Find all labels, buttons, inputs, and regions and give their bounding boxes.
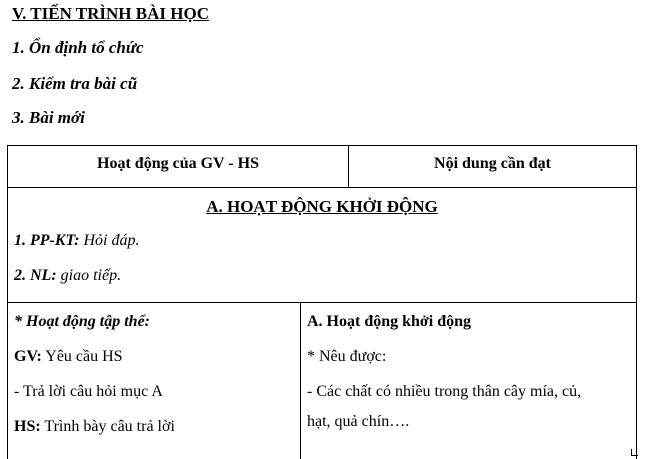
gv-label: GV: (14, 348, 42, 365)
hs-line (14, 418, 175, 436)
method-label: 1. PP-KT: (14, 232, 80, 249)
skill-line (14, 267, 121, 285)
step-3: 3. Bài mới (12, 108, 85, 127)
answer-line: - Trả lời câu hỏi mục A (14, 383, 163, 400)
hs-label: HS: (14, 418, 41, 435)
step-1: 1. Ổn định tổ chức (12, 38, 144, 57)
gv-text: Yêu cầu HS (41, 348, 123, 365)
gv-line (14, 348, 123, 366)
table-corner-mark (631, 449, 638, 456)
right-content-line-2: hạt, quả chín…. (307, 413, 410, 430)
left-heading: * Hoạt động tập thể: (14, 313, 151, 330)
activity-title: A. HOẠT ĐỘNG KHỞI ĐỘNG (206, 197, 438, 216)
skill-value: giao tiếp. (56, 267, 122, 284)
header-left: Hoạt động của GV - HS (97, 155, 259, 172)
method-value: Hỏi đáp. (79, 232, 140, 249)
right-note: * Nêu được: (307, 348, 387, 365)
right-heading: A. Hoạt động khởi động (307, 313, 472, 330)
header-right: Nội dung cần đạt (434, 155, 551, 172)
step-2: 2. Kiểm tra bài cũ (12, 74, 138, 93)
method-line (14, 232, 139, 250)
skill-label: 2. NL: (14, 267, 57, 284)
right-content-line-1: - Các chất có nhiều trong thân cây mía, củ, (307, 383, 582, 400)
hs-text: Trình bày câu trả lời (40, 418, 175, 435)
section-title: V. TIẾN TRÌNH BÀI HỌC (12, 4, 209, 23)
